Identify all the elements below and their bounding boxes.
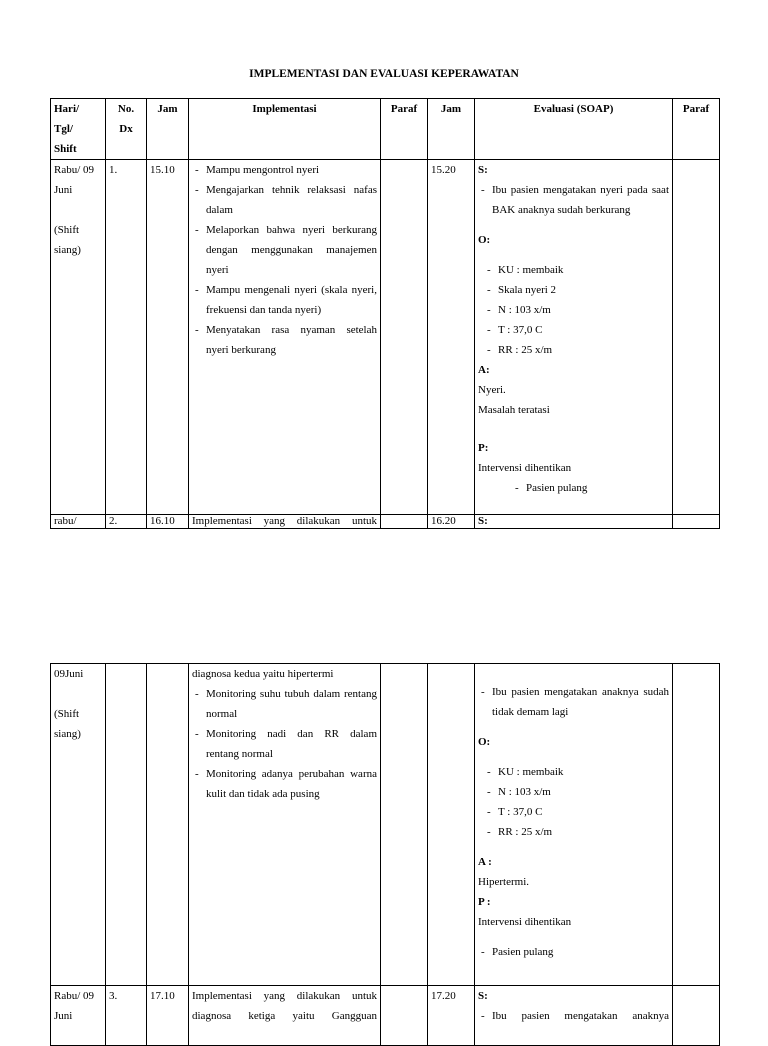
hari-line: Rabu/ 09: [54, 164, 95, 176]
soap-a-line: Hipertermi.: [478, 876, 530, 888]
soap-a-label: A :: [478, 856, 492, 868]
header-hari-line: Hari/: [54, 103, 80, 115]
cell-paraf-2: [673, 160, 720, 515]
list-item: - Monitoring adanya perubahan warna kulit dan tidak ada pusing: [192, 764, 377, 804]
spacer: [478, 250, 669, 260]
spacer: [54, 684, 102, 704]
list-item: - RR : 25 x/m: [484, 822, 669, 842]
cell-jam: 16.10: [147, 515, 189, 529]
spacer: [478, 220, 669, 230]
cell-no-dx: 3.: [106, 986, 147, 1046]
cell-evaluasi: [475, 160, 673, 515]
soap-s-label: S:: [478, 990, 488, 1002]
list-item: - Ibu pasien mengatakan anaknya sudah tidak demam lagi: [478, 682, 669, 722]
list-item: - Monitoring nadi dan RR dalam rentang normal: [192, 724, 377, 764]
cell-jam-2: 16.20: [428, 515, 475, 529]
table-row: [51, 160, 720, 515]
spacer: [478, 420, 669, 438]
impl-intro: diagnosa kedua yaitu hipertermi: [192, 668, 334, 680]
cell-jam: 15.10: [147, 160, 189, 515]
cell-paraf: [381, 986, 428, 1046]
soap-p-label: P:: [478, 442, 489, 454]
list-item: - Mengajarkan tehnik relaksasi nafas dalam: [192, 180, 377, 220]
spacer: [478, 932, 669, 942]
cell-jam-2: 15.20: [428, 160, 475, 515]
table-row: [51, 515, 720, 529]
evaluation-table-page1: [50, 98, 720, 529]
header-evaluasi: Evaluasi (SOAP): [475, 99, 673, 160]
list-item: - Pasien pulang: [512, 478, 669, 498]
list-item: - Mampu mengenali nyeri (skala nyeri, frekuensi dan tanda nyeri): [192, 280, 377, 320]
list-item: - Skala nyeri 2: [484, 280, 669, 300]
list-item: - N : 103 x/m: [484, 300, 669, 320]
list-item: - RR : 25 x/m: [484, 340, 669, 360]
header-implementasi: Implementasi: [189, 99, 381, 160]
cell-jam: [147, 664, 189, 986]
hari-line: 09Juni: [54, 668, 84, 680]
list-item: - Pasien pulang: [478, 942, 669, 962]
table-header-row: [51, 99, 720, 160]
spacer: [478, 722, 669, 732]
header-no-dx: [106, 99, 147, 160]
list-item: - Mampu mengontrol nyeri: [192, 160, 377, 180]
hari-line: siang): [54, 244, 81, 256]
cell-paraf: [381, 515, 428, 529]
cell-implementasi: [189, 664, 381, 986]
list-item: - KU : membaik: [484, 762, 669, 782]
list-item: - Ibu pasien mengatakan anaknya: [478, 1006, 669, 1026]
spacer: [478, 664, 669, 682]
cell-paraf: [381, 664, 428, 986]
cell-no-dx: 1.: [106, 160, 147, 515]
soap-o-label: O:: [478, 736, 491, 748]
soap-s-label: S:: [478, 164, 488, 176]
list-item: - Monitoring suhu tubuh dalam rentang normal: [192, 684, 377, 724]
hari-line: Rabu/ 09: [54, 990, 95, 1002]
list-item: - T : 37,0 C: [484, 802, 669, 822]
spacer: [478, 842, 669, 852]
list-item: - N : 103 x/m: [484, 782, 669, 802]
cell-implementasi: [189, 986, 381, 1046]
header-nodx-line: Dx: [119, 123, 133, 135]
soap-p-label: P :: [478, 896, 491, 908]
header-hari: [51, 99, 106, 160]
soap-p-line: Intervensi dihentikan: [478, 462, 572, 474]
cell-no-dx: [106, 664, 147, 986]
cell-paraf-2: [673, 986, 720, 1046]
hari-line: (Shift: [54, 708, 80, 720]
impl-line: Implementasi yang dilakukan untuk: [192, 990, 377, 1002]
soap-a-label: A:: [478, 364, 490, 376]
list-item: - Melaporkan bahwa nyeri berkurang dengan menggunakan manajemen nyeri: [192, 220, 377, 280]
header-jam: Jam: [147, 99, 189, 160]
cell-paraf-2: [673, 664, 720, 986]
cell-jam-2: 17.20: [428, 986, 475, 1046]
evaluation-table-page2: [50, 663, 720, 986]
cell-hari: [51, 986, 106, 1046]
hari-line: (Shift: [54, 224, 80, 236]
cell-implementasi: Implementasi yang dilakukan untuk: [189, 515, 381, 529]
cell-jam-2: [428, 664, 475, 986]
header-hari-line: Tgl/: [54, 123, 73, 135]
hari-line: siang): [54, 728, 81, 740]
soap-p-line: Intervensi dihentikan: [478, 916, 572, 928]
cell-jam: 17.10: [147, 986, 189, 1046]
list-item: - Menyatakan rasa nyaman setelah nyeri berkurang: [192, 320, 377, 360]
spacer: [478, 752, 669, 762]
page-title: IMPLEMENTASI DAN EVALUASI KEPERAWATAN: [249, 68, 519, 80]
impl-line: diagnosa ketiga yaitu Gangguan: [192, 1010, 377, 1022]
cell-hari: rabu/: [51, 515, 106, 529]
header-paraf-2: Paraf: [673, 99, 720, 160]
cell-hari: [51, 160, 106, 515]
header-nodx-line: No.: [117, 103, 135, 115]
hari-line: Juni: [54, 1010, 73, 1022]
header-jam-2: Jam: [428, 99, 475, 160]
spacer: [54, 200, 102, 220]
header-paraf: Paraf: [381, 99, 428, 160]
soap-a-line: Nyeri.: [478, 384, 506, 396]
cell-no-dx: 2.: [106, 515, 147, 529]
evaluation-table-row3: [50, 985, 720, 1046]
cell-paraf: [381, 160, 428, 515]
list-item: - Ibu pasien mengatakan nyeri pada saat BAK anaknya sudah berkurang: [478, 180, 669, 220]
cell-evaluasi: [475, 986, 673, 1046]
cell-evaluasi: [475, 664, 673, 986]
soap-o-label: O:: [478, 234, 491, 246]
soap-a-line: Masalah teratasi: [478, 404, 550, 416]
list-item: - T : 37,0 C: [484, 320, 669, 340]
header-hari-line: Shift: [54, 143, 77, 155]
hari-line: Juni: [54, 184, 73, 196]
cell-evaluasi: S:: [475, 515, 673, 529]
table-row: [51, 986, 720, 1046]
cell-paraf-2: [673, 515, 720, 529]
table-row: [51, 664, 720, 986]
cell-hari: [51, 664, 106, 986]
list-item: - KU : membaik: [484, 260, 669, 280]
cell-implementasi: [189, 160, 381, 515]
